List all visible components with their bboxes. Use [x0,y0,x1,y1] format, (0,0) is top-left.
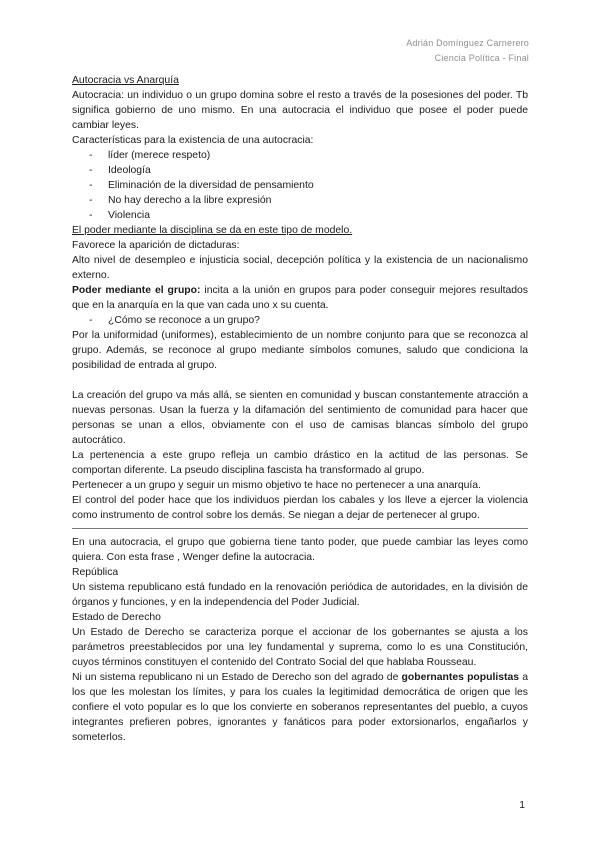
horizontal-divider [72,528,528,529]
rule-of-law-heading: Estado de Derecho [72,612,161,623]
author-name: Adrián Domínguez Carnerero [406,38,529,48]
republic-paragraph: Un sistema republicano está fundado en la renovación periódica de autoridades, en la división de órganos y funciones, y en la independencia del Poder Judicial. [72,582,528,608]
belonging-paragraph: La pertenencia a este grupo refleja un cambio drástico en la actitud de las personas. Se comportan diferente. La pseudo disciplina fascista ha transformado al grupo. [72,450,528,476]
document-body [72,73,528,745]
control-paragraph: El control del poder hace que los individuos pierdan los cabales y los lleve a ejercer la violencia como instrumento de control sobre los demás. Se niegan a dejar de pertenecer al grupo. [72,495,528,521]
discipline-line: El poder mediante la disciplina se da en este tipo de modelo. [72,225,353,236]
course-name: Ciencia Política - Final [434,53,529,63]
list-item: - Violencia [89,208,528,223]
dictatorships-line: Favorece la aparición de dictaduras: [72,240,240,251]
causes-paragraph: Alto nivel de desempleo e injusticia social, decepción política y la existencia de un nacionalismo externo. [72,255,528,281]
characteristics-intro: Características para la existencia de una autocracia: [72,135,314,146]
characteristics-list [72,148,528,223]
populists-bold: gobernantes populistas [401,672,520,683]
group-creation-paragraph: La creación del grupo va más allá, se sienten en comunidad y buscan constantemente atracción a nuevas personas. Usan la fuerza y la difamación del sentimiento de comunidad para hacer que personas se unan a ellos, obviamente con el uso de camisas blancas símbolo del grupo autocrático. [72,390,528,446]
group-power-heading: Poder mediante el grupo: [72,285,201,296]
rule-of-law-paragraph: Un Estado de Derecho se caracteriza porque el accionar de los gobernantes se ajusta a los parámetros preestablecidos por una ley fundamental y suprema, como lo es una Constitución, cuyos términos constituyen el contenido del Contrato Social del que hablaba Rousseau. [72,627,528,668]
populists-text-end: a los que les molestan los límites, y para los cuales la legitimidad democrática de origen que les confiere el voto popular es lo que los convierte en soberanos representantes del pueblo, a cuyos integrantes prefieren pobres, ignorantes y fanáticos para poder extorsionarlos, engañarlos y someterlos. [72,672,529,743]
list-item: - líder (merece respeto) [89,148,528,163]
group-question-list [72,313,528,328]
republic-heading: República [72,567,119,578]
list-item: - No hay derecho a la libre expresión [89,193,528,208]
uniformity-paragraph: Por la uniformidad (uniformes), establecimiento de un nombre conjunto para que se reconozca al grupo. Además, se reconoce al grupo mediante símbolos comunes, saludo que condiciona la posibilidad de entrada al grupo. [72,330,528,371]
autocracy-definition: Autocracia: un individuo o un grupo domina sobre el resto a través de la posesiones del poder. Tb significa gobierno de uno mismo. En una autocracia el individuo que posee el poder puede cambiar leyes. [72,90,528,131]
populists-text-start: Ni un sistema republicano ni un Estado de Derecho son del agrado de [72,672,402,683]
anarchy-paragraph: Pertenecer a un grupo y seguir un mismo objetivo te hace no pertenecer a una anarquía. [72,480,481,491]
list-item: - ¿Cómo se reconoce a un grupo? [89,313,528,328]
populists-paragraph [72,670,528,745]
list-item: - Ideología [89,163,528,178]
list-item: - Eliminación de la diversidad de pensamiento [89,178,528,193]
group-power-text: incita a la unión en grupos para poder conseguir mejores resultados que en la anarquía en la que van cada uno x su cuenta. [72,285,528,311]
group-power-paragraph [72,283,528,313]
section-title: Autocracia vs Anarquía [72,75,179,86]
page-header [406,36,529,66]
wenger-paragraph: En una autocracia, el grupo que gobierna tiene tanto poder, que puede cambiar las leyes como quiera. Con esta frase , Wenger define la autocracia. [72,537,528,563]
page-number: 1 [519,800,525,811]
